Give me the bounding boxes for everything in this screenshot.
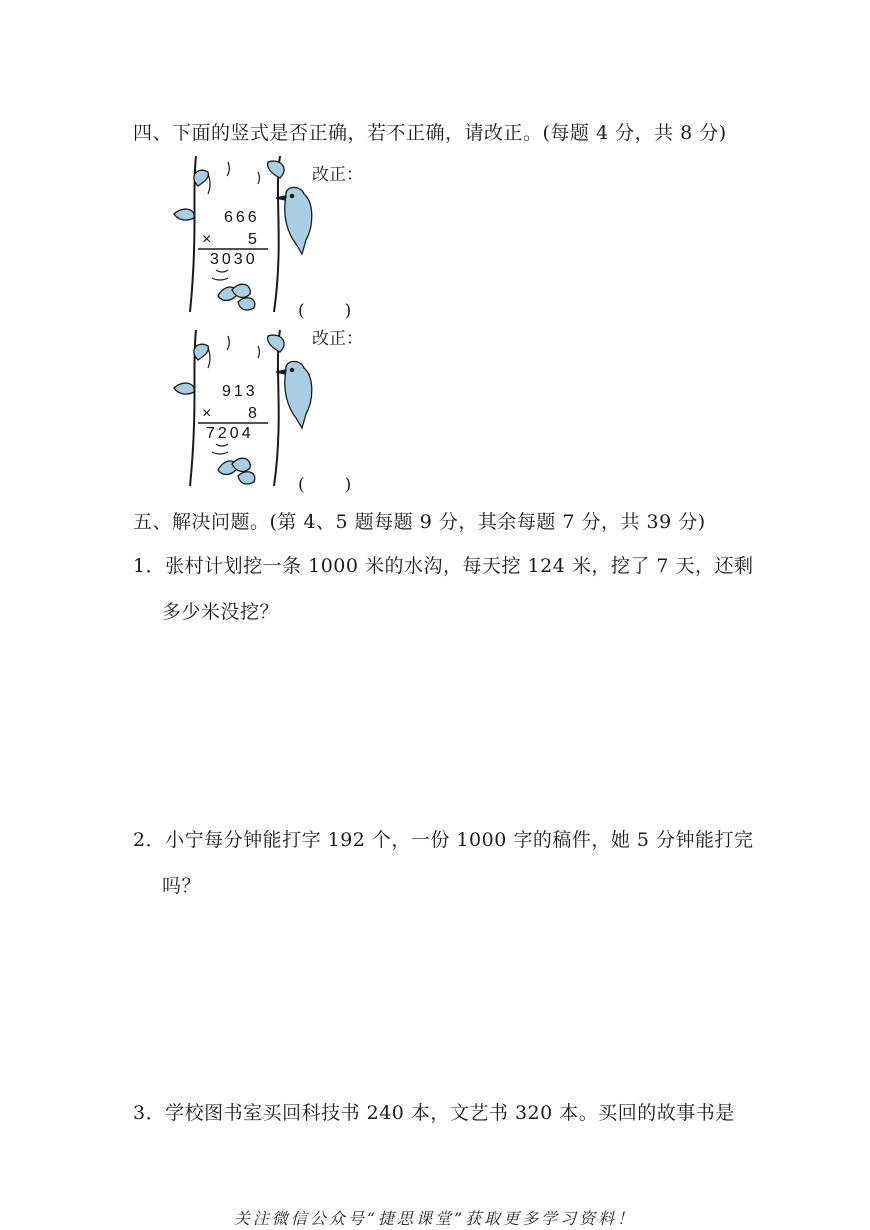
leaf-icon — [174, 161, 284, 310]
problem-3: 3．学校图书室买回科技书 240 本，文艺书 320 本。买回的故事书是 — [133, 1102, 735, 1124]
bird-icon — [276, 361, 312, 428]
problem-2-continued: 吗？ — [162, 875, 202, 897]
product: 7204 — [206, 425, 254, 442]
section4-heading: 四、下面的竖式是否正确，若不正确，请改正。(每题 4 分，共 8 分) — [133, 122, 727, 144]
bird-icon — [276, 187, 312, 254]
multiply-sign: × — [202, 405, 215, 422]
problem-1-continued: 多少米没挖？ — [162, 601, 280, 623]
multiplicand: 666 — [224, 209, 260, 226]
product: 3030 — [210, 251, 258, 268]
correction-label: 改正： — [312, 165, 363, 185]
answer-parentheses: ( ) — [298, 475, 354, 495]
leaf-icon — [174, 335, 284, 484]
multiplier: 5 — [248, 231, 260, 248]
tree-bird-figure-2 — [168, 326, 358, 491]
multiplier: 8 — [248, 405, 260, 422]
multiply-sign: × — [202, 231, 215, 248]
problem-1: 1．张村计划挖一条 1000 米的水沟，每天挖 124 米，挖了 7 天，还剩 — [133, 555, 754, 577]
correction-label: 改正： — [312, 329, 363, 349]
section5-heading: 五、解决问题。(第 4、5 题每题 9 分，其余每题 7 分，共 39 分) — [133, 511, 706, 533]
footer-note: 关注微信公众号“捷思课堂”获取更多学习资料！ — [233, 1209, 637, 1228]
problem-2: 2．小宁每分钟能打字 192 个，一份 1000 字的稿件，她 5 分钟能打完 — [133, 829, 754, 851]
answer-parentheses: ( ) — [298, 301, 354, 321]
multiplicand: 913 — [222, 383, 258, 400]
